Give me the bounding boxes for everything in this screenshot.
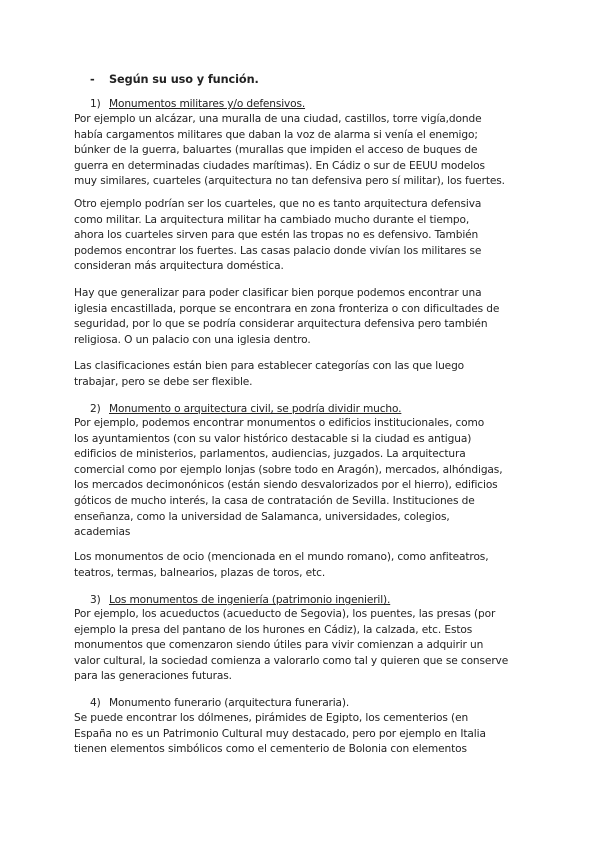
text-line: había cargamentos militares que daban la voz de alarma si venía el enemigo;: [74, 128, 478, 141]
subheading-title: Monumento funerario (arquitectura funeraria).: [109, 697, 350, 709]
text-line: comercial como por ejemplo lonjas (sobre todo en Aragón), mercados, alhóndigas,: [74, 463, 503, 476]
paragraph: [74, 416, 526, 541]
text-line: Por ejemplo un alcázar, una muralla de una ciudad, castillos, torre vigía,donde: [74, 113, 482, 125]
subheading-number: 2): [90, 403, 101, 415]
text-line: podemos encontrar los fuertes. Las casas palacio donde vivían los militares se: [74, 244, 482, 257]
subheading-title: Monumento o arquitectura civil, se podría dividir mucho.: [109, 403, 402, 415]
paragraph: [74, 197, 526, 275]
subheading-3: [90, 594, 390, 606]
text-line: seguridad, por lo que se podría considerar arquitectura defensiva pero también: [74, 318, 488, 331]
section-heading: [90, 73, 259, 86]
text-line: consideran más arquitectura doméstica.: [74, 260, 284, 273]
heading-text: Según su uso y función.: [109, 73, 259, 86]
subheading-4: [90, 697, 349, 709]
text-line: tienen elementos simbólicos como el cementerio de Bolonia con elementos: [74, 743, 467, 756]
text-line: academias: [74, 526, 131, 539]
subheading-2: [90, 403, 401, 415]
text-line: iglesia encastillada, porque se encontrara en zona fronteriza o con dificultades de: [74, 302, 500, 315]
text-line: Se puede encontrar los dólmenes, pirámides de Egipto, los cementerios (en: [74, 712, 469, 724]
text-line: Otro ejemplo podrían ser los cuarteles, que no es tanto arquitectura defensiva: [74, 198, 482, 210]
text-line: guerra en determinadas ciudades marítimas). En Cádiz o sur de EEUU modelos: [74, 159, 485, 172]
paragraph: [74, 711, 526, 758]
subheading-number: 1): [90, 98, 101, 110]
text-line: teatros, termas, balnearios, plazas de toros, etc.: [74, 566, 326, 579]
text-line: monumentos que comenzaron siendo útiles para vivir comienzan a adquirir un: [74, 639, 484, 652]
text-line: valor cultural, la sociedad comienza a valorarlo como tal y quieren que se conserve: [74, 654, 509, 667]
paragraph: [74, 286, 526, 348]
paragraph: [74, 607, 526, 685]
text-line: enseñanza, como la universidad de Salamanca, universidades, colegios,: [74, 510, 450, 523]
text-line: Las clasificaciones están bien para establecer categorías con las que luego: [74, 360, 465, 372]
subheading-1: [90, 98, 305, 110]
text-line: como militar. La arquitectura militar ha cambiado mucho durante el tiempo,: [74, 213, 470, 226]
text-line: para las generaciones futuras.: [74, 670, 232, 683]
text-line: Por ejemplo, los acueductos (acueducto de Segovia), los puentes, las presas (por: [74, 608, 496, 620]
subheading-title: Los monumentos de ingeniería (patrimonio ingenieril).: [109, 594, 391, 606]
text-line: trabajar, pero se debe ser flexible.: [74, 375, 253, 388]
text-line: búnker de la guerra, baluartes (murallas que impiden el acceso de buques de: [74, 144, 478, 157]
text-line: religiosa. O un palacio con una iglesia dentro.: [74, 333, 311, 346]
text-line: ejemplo la presa del pantano de los hurones en Cádiz), la calzada, etc. Estos: [74, 623, 473, 636]
subheading-title: Monumentos militares y/o defensivos.: [109, 98, 306, 110]
paragraph: [74, 359, 526, 390]
text-line: Hay que generalizar para poder clasificar bien porque podemos encontrar una: [74, 287, 482, 299]
subheading-number: 3): [90, 594, 101, 606]
text-line: España no es un Patrimonio Cultural muy destacado, pero por ejemplo en Italia: [74, 727, 486, 740]
text-line: Los monumentos de ocio (mencionada en el mundo romano), como anfiteatros,: [74, 551, 489, 563]
paragraph: [74, 550, 526, 581]
text-line: ahora los cuarteles sirven para que estén las tropas no es defensivo. También: [74, 229, 479, 242]
paragraph: [74, 112, 526, 190]
text-line: muy similares, cuarteles (arquitectura no tan defensiva pero sí militar), los fuertes.: [74, 175, 505, 188]
text-line: Por ejemplo, podemos encontrar monumentos o edificios institucionales, como: [74, 417, 485, 429]
text-line: los ayuntamientos (con su valor histórico destacable si la ciudad es antigua): [74, 432, 472, 445]
text-line: los mercados decimonónicos (están siendo desvalorizados por el hierro), edificios: [74, 479, 498, 492]
heading-bullet: -: [90, 73, 95, 86]
text-line: góticos de mucho interés, la casa de contratación de Sevilla. Instituciones de: [74, 494, 475, 507]
subheading-number: 4): [90, 697, 101, 709]
text-line: edificios de ministerios, parlamentos, audiencias, juzgados. La arquitectura: [74, 448, 466, 461]
